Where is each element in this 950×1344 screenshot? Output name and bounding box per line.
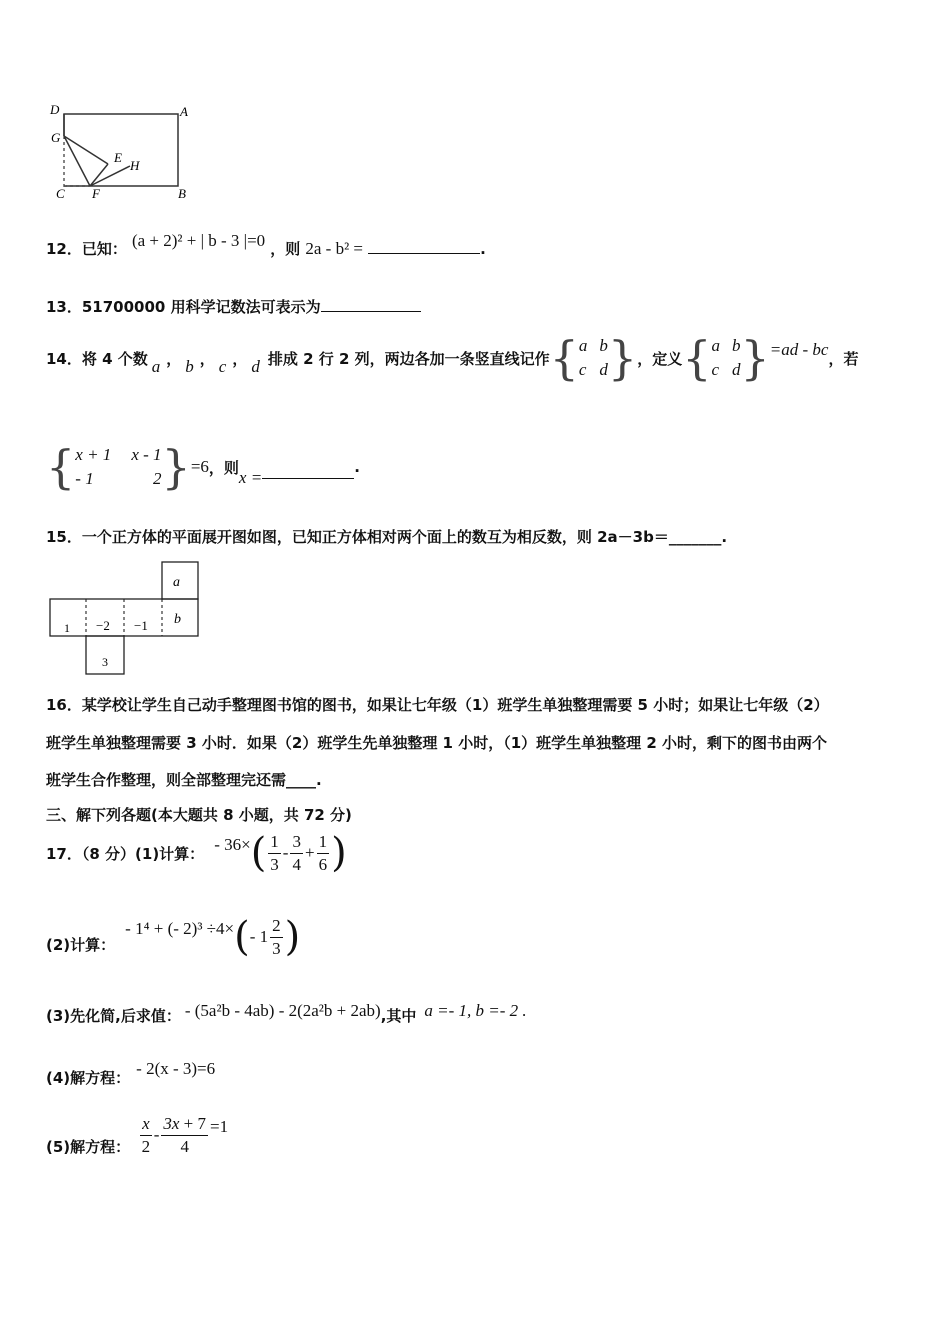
section-3-title: 三、解下列各题(本大题共 8 小题，共 72 分) [46,806,352,824]
q17-p4-expr: - 2(x - 3)=6 [136,1059,216,1078]
label-d: D [50,102,60,117]
q14-var-c: c [218,357,227,376]
q17-part3 [46,996,527,1026]
question-14-line2: { x + 1 x - 1 - 1 2 } =6 ，则 x = . [46,440,360,494]
net-cell-minus1: −1 [134,618,148,633]
net-cell-minus2: −2 [96,618,110,633]
q16-line2: 班学生单独整理需要 3 小时．如果（2）班学生先单独整理 1 小时，（1）班学生单独整理 2 小时，剩下的图书由两个 [46,734,828,752]
q14-define: ，定义 [637,349,683,368]
q14-if: ，若 [828,349,859,368]
net-cell-a: a [173,575,180,590]
q14-matrix: a b c d [578,336,608,379]
label-c: C [56,186,65,201]
q17-p1-label: 17．（8 分）(1)计算： [46,844,205,863]
q17-p5-tail: =1 [210,1117,229,1136]
label-e: E [114,150,122,165]
q14-arrange: 排成 2 行 2 列，两边各加一条竖直线记作 [267,349,550,368]
q17-p1-expr: - 36× [214,835,251,854]
question-13 [46,296,421,317]
q17-p3-label: (3)先化简,后求值： [46,1006,181,1025]
q14-intro: 14．将 4 个数 [46,349,148,368]
q13-text: 13．51700000 用科学记数法可表示为 [46,298,321,316]
q17-p4-label: (4)解方程： [46,1068,131,1087]
question-12 [46,231,486,259]
q14-var-d: d [251,357,260,376]
q14-equals-six: =6 [190,457,209,476]
cube-net-figure [48,560,204,678]
net-cell-b: b [174,612,181,627]
q12-expression-1: (a + 2)² + | b - 3 |=0 [131,231,266,250]
label-h: H [130,158,140,173]
q12-number: 12．已知： [46,240,127,258]
q17-part4 [46,1054,216,1087]
segment-ef [90,164,108,186]
q14-definition-rhs: =ad - bc [769,340,829,359]
q14-var-a: a [151,357,161,376]
q12-period: . [480,240,486,258]
q17-p3-expr: - (5a²b - 4ab) - 2(2a²b + 2ab) [184,1001,381,1020]
q12-then: ，则 [270,240,301,258]
q13-answer-blank[interactable] [321,297,421,312]
question-14-line1: 14．将 4 个数 a ， b ， c ， d 排成 2 行 2 列，两边各加一条竖直线记作 { a b c d } ，定义 { a b c d } =ad - bc ，若 [46,331,859,385]
q17-part1: 17．（8 分）(1)计算： - 36× ( $\frac{1}{3}$ - $\frac{3}{4}$ + $\frac{1}{6}$ ) [46,830,347,876]
label-f: F [92,186,100,201]
q17-p5-label: (5)解方程： [46,1137,131,1156]
rectangle-figure [44,100,204,204]
q14-x-equals: x = [238,468,263,487]
label-g: G [51,130,61,145]
q14-then: ，则 [208,458,239,477]
q14-matrix-def: a b c d [711,336,741,379]
q17-p3-where: ,其中 [380,1006,417,1025]
q16-line3: 班学生合作整理，则全部整理完还需____. [46,771,322,789]
q14-equation-matrix: x + 1 x - 1 - 1 2 [75,445,162,488]
q14-var-b: b [185,357,194,376]
q15-text: 15．一个正方体的平面展开图如图，已知正方体相对两个面上的数互为相反数，则 2a－3b＝_______. [46,528,728,546]
q17-p3-values: a =- 1, b =- 2 . [424,1001,527,1020]
q14-answer-blank[interactable] [262,464,354,479]
label-b: B [178,186,186,201]
segment-fh [90,166,130,186]
q16-line1: 16．某学校让学生自己动手整理图书馆的图书，如果让七年级（1）班学生单独整理需要 5 小时；如果让七年级（2） [46,696,829,714]
q17-part2: (2)计算： - 1⁴ + (- 2)³ ÷4× ( - 1 $\frac{2}{3}$ ) [46,914,301,960]
q17-p2-label: (2)计算： [46,935,116,954]
net-cell-1: 1 [64,621,70,635]
q17-p2-expr: - 1⁴ + (- 2)³ ÷4× [125,919,235,938]
q12-expression-2: 2a - b² = [305,239,364,258]
q12-answer-blank[interactable] [368,239,480,254]
q17-part5: (5)解方程： $\frac{x}{2}$ - $\frac{3x + 7}{4}$ =1 [46,1113,229,1156]
net-cell-3: 3 [102,655,108,669]
label-a: A [180,104,188,119]
